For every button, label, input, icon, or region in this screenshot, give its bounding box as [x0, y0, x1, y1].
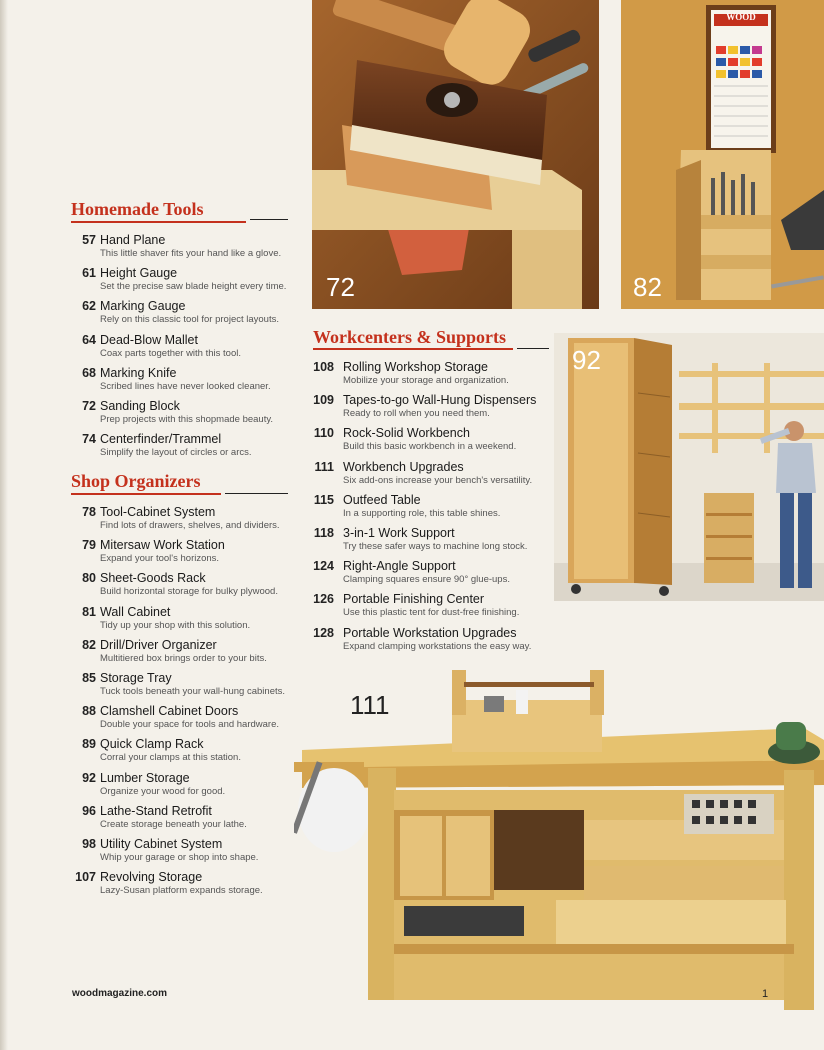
toc-entry[interactable]	[312, 460, 552, 493]
toc-entry[interactable]	[312, 360, 552, 393]
page-number: 72	[82, 398, 96, 413]
page-number: 78	[82, 505, 96, 519]
photo-page-label: 92	[572, 345, 601, 375]
page-number: 128	[313, 625, 334, 640]
entry-description: Use this plastic tent for dust-free finishing.	[343, 607, 520, 619]
entry-description: Find lots of drawers, shelves, and dividers.	[100, 520, 280, 531]
toc-entry[interactable]	[70, 771, 300, 804]
entry-title: Workbench Upgrades	[343, 459, 464, 474]
entry-title: Lumber Storage	[100, 770, 190, 785]
toc-entry[interactable]	[70, 671, 300, 704]
page-binding-edge	[0, 0, 8, 1050]
page-number: 111	[314, 459, 334, 474]
entry-description: Corral your clamps at this station.	[100, 752, 241, 764]
entry-title: Rolling Workshop Storage	[343, 360, 488, 374]
toc-entry[interactable]	[312, 592, 552, 625]
photo-page-label: 82	[633, 272, 662, 302]
entry-description: Coax parts together with this tool.	[100, 347, 241, 359]
entry-description: Build this basic workbench in a weekend.	[343, 441, 517, 453]
sanding-block-illustration	[312, 0, 599, 309]
entry-description: Simplify the layout of circles or arcs.	[100, 447, 252, 459]
entry-title: Marking Gauge	[100, 299, 186, 314]
workbench-photo	[294, 660, 824, 1050]
page-number: 81	[82, 604, 96, 619]
toc-entry[interactable]	[312, 493, 552, 526]
entry-title: Marking Knife	[100, 365, 177, 380]
toc-entry[interactable]	[70, 399, 300, 432]
entry-description: Create storage beneath your lathe.	[100, 818, 247, 830]
page-number: 124	[313, 559, 334, 574]
entry-title: Sanding Block	[100, 398, 180, 413]
page-number: 64	[82, 332, 96, 347]
entry-description: Tidy up your shop with this solution.	[100, 619, 251, 631]
page-number: 118	[313, 525, 334, 540]
entry-description: Clamping squares ensure 90° glue-ups.	[343, 574, 510, 586]
drill-organizer-illustration	[621, 0, 824, 309]
toc-list-workcenters	[312, 360, 552, 659]
toc-entry[interactable]	[70, 432, 300, 465]
entry-description: In a supporting role, this table shines.	[343, 507, 501, 519]
toc-entry[interactable]	[312, 426, 552, 459]
entry-title: Portable Workstation Upgrades	[343, 625, 517, 640]
page-number: 61	[82, 266, 96, 281]
toc-entry[interactable]	[70, 299, 300, 332]
sanding-block-photo	[312, 0, 599, 309]
toc-list-shop-organizers	[70, 505, 300, 903]
toc-entry[interactable]	[70, 704, 300, 737]
toc-entry[interactable]	[70, 638, 300, 671]
page-number-footer: 1	[762, 988, 769, 1000]
toc-entry[interactable]	[70, 837, 300, 870]
entry-description: Lazy-Susan platform expands storage.	[100, 885, 263, 897]
page-number: 108	[313, 360, 334, 374]
entry-description: This little shaver fits your hand like a glove.	[100, 248, 282, 259]
entry-description: Multitiered box brings order to your bits.	[100, 652, 267, 664]
page-number: 80	[82, 571, 96, 586]
toc-entry[interactable]	[70, 737, 300, 770]
page-number: 82	[82, 637, 96, 652]
entry-description: Scribed lines have never looked cleaner.	[100, 380, 271, 392]
section-heading-homemade-tools: Homemade Tools	[71, 199, 204, 219]
page-number: 92	[82, 770, 96, 785]
entry-title: Revolving Storage	[100, 870, 203, 885]
section-heading-shop-organizers: Shop Organizers	[71, 471, 201, 491]
page-number: 126	[313, 592, 334, 607]
toc-entry[interactable]	[70, 605, 300, 638]
entry-title: Clamshell Cabinet Doors	[100, 704, 239, 719]
entry-description: Expand clamping workstations the easy way.	[343, 640, 532, 652]
section-rule	[517, 348, 549, 349]
entry-title: Storage Tray	[100, 670, 172, 685]
entry-description: Double your space for tools and hardware.	[100, 719, 280, 731]
entry-description: Rely on this classic tool for project layouts.	[100, 314, 279, 326]
page-number: 110	[313, 426, 334, 441]
entry-description: Ready to roll when you need them.	[343, 408, 490, 420]
toc-entry[interactable]	[70, 571, 300, 604]
toc-entry[interactable]	[70, 505, 300, 538]
toc-entry[interactable]	[312, 626, 552, 659]
entry-title: Portable Finishing Center	[343, 592, 485, 607]
toc-entry[interactable]	[70, 538, 300, 571]
entry-title: Tapes-to-go Wall-Hung Dispensers	[343, 393, 537, 408]
entry-title: Rock-Solid Workbench	[343, 426, 470, 441]
toc-list-homemade-tools	[70, 233, 300, 465]
entry-title: Outfeed Table	[343, 492, 421, 507]
section-heading-workcenters: Workcenters & Supports	[313, 327, 506, 347]
entry-title: 3-in-1 Work Support	[343, 525, 455, 540]
footer-url: woodmagazine.com	[72, 988, 168, 999]
section-rule	[225, 493, 288, 494]
entry-description: Six add-ons increase your bench's versatility.	[343, 474, 533, 486]
entry-description: Prep projects with this shopmade beauty.	[100, 413, 274, 425]
entry-title: Height Gauge	[100, 266, 178, 281]
entry-title: Mitersaw Work Station	[100, 538, 225, 553]
toc-entry[interactable]	[70, 233, 300, 266]
page-number: 74	[82, 432, 96, 447]
entry-title: Tool-Cabinet System	[100, 505, 216, 519]
photo-page-label: 111	[350, 690, 390, 720]
entry-title: Right-Angle Support	[343, 559, 456, 574]
entry-description: Expand your tool's horizons.	[100, 553, 220, 565]
page-number: 89	[82, 737, 96, 752]
entry-title: Sheet-Goods Rack	[100, 571, 206, 586]
section-rule	[313, 348, 513, 350]
entry-title: Dead-Blow Mallet	[100, 332, 198, 347]
page-number: 115	[313, 492, 334, 507]
entry-description: Set the precise saw blade height every time.	[100, 281, 287, 293]
page-number: 107	[75, 870, 96, 885]
section-rule	[71, 493, 221, 495]
page-number: 109	[313, 393, 334, 408]
section-rule	[250, 219, 288, 220]
toc-entry[interactable]	[70, 804, 300, 837]
toc-entry[interactable]	[70, 366, 300, 399]
entry-description: Tuck tools beneath your wall-hung cabinets.	[100, 685, 286, 697]
entry-description: Whip your garage or shop into shape.	[100, 851, 259, 863]
entry-title: Wall Cabinet	[100, 604, 171, 619]
photo-page-label: 72	[326, 272, 355, 302]
page-number: 57	[82, 233, 96, 247]
page-number: 98	[82, 836, 96, 851]
page-number: 88	[82, 704, 96, 719]
entry-title: Quick Clamp Rack	[100, 737, 204, 752]
entry-title: Drill/Driver Organizer	[100, 637, 217, 652]
entry-description: Mobilize your storage and organization.	[343, 375, 509, 386]
toc-entry[interactable]	[70, 333, 300, 366]
entry-title: Hand Plane	[100, 233, 166, 247]
drill-organizer-photo	[621, 0, 824, 309]
section-rule	[71, 221, 246, 223]
page-number: 85	[82, 670, 96, 685]
page-number: 79	[82, 538, 96, 553]
entry-title: Lathe-Stand Retrofit	[100, 803, 212, 818]
entry-description: Try these safer ways to machine long stock.	[343, 540, 528, 552]
entry-title: Utility Cabinet System	[100, 836, 223, 851]
wood-logo: WOOD	[726, 12, 756, 22]
entry-description: Build horizontal storage for bulky plywood.	[100, 586, 278, 598]
toc-entry[interactable]	[312, 526, 552, 559]
entry-title: Centerfinder/Trammel	[100, 432, 222, 447]
page-number: 62	[82, 299, 96, 314]
entry-description: Organize your wood for good.	[100, 785, 226, 797]
toc-entry[interactable]	[70, 870, 300, 903]
page-number: 68	[82, 365, 96, 380]
page-number: 96	[82, 803, 96, 818]
lumber-storage-photo	[554, 333, 824, 601]
toc-entry[interactable]	[312, 559, 552, 592]
toc-entry[interactable]	[312, 393, 552, 426]
toc-entry[interactable]	[70, 266, 300, 299]
